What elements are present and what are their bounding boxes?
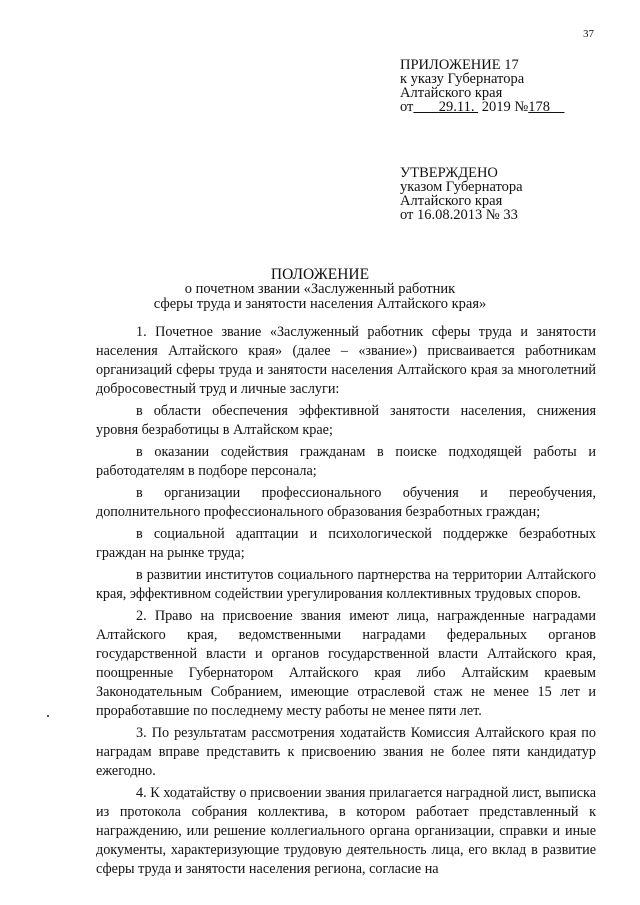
paragraph-1-item-4: в социальной адаптации и психологической поддержке безработных граждан на рынке труда;: [96, 526, 596, 561]
page-number: 37: [583, 28, 594, 40]
paragraph-2: 2. Право на присвоение звания имеют лица, награжденные наградами Алтайского края, ведомственными наградами федеральных органов государственной власти и органов государственной власти Алтайского края, поощренные Губернатором Алтайского края либо Алтайским краевым Законодательным Собранием, имеющие отраслевой стаж не менее 15 лет и проработавшие по последнему месту работы не менее пяти лет.: [96, 608, 596, 719]
appendix-date-line: [400, 100, 564, 114]
appendix-line-1: к указу Губернатора: [400, 71, 525, 87]
number-sign: №: [514, 99, 529, 115]
paragraph-4: 4. К ходатайству о присвоении звания прилагается наградной лист, выписка из протокола собрания коллектива, в котором работает представленный к награждению, или решение коллегиального органа организации, справки и иные документы, характеризующие трудовую деятельность лица, его вклад в развитие сферы труда и занятости населения региона, согласие на: [96, 785, 596, 877]
appendix-title: ПРИЛОЖЕНИЕ 17: [400, 57, 519, 73]
paragraph-1-item-3: в организации профессионального обучения и переобучения, дополнительного профессионального образования безработных граждан;: [96, 485, 596, 520]
document-body: [96, 323, 596, 879]
approved-title: УТВЕРЖДЕНО: [400, 165, 498, 181]
approved-block: [400, 166, 523, 222]
appendix-line-2: Алтайского края: [400, 85, 503, 101]
title-heading: ПОЛОЖЕНИЕ: [270, 266, 370, 283]
appendix-header: [400, 58, 564, 114]
approved-line-3: от 16.08.2013 № 33: [400, 207, 518, 223]
paragraph-1-item-1: в области обеспечения эффективной занятости населения, снижения уровня безработицы в Алтайском крае;: [96, 403, 596, 438]
scan-speck: [47, 715, 49, 717]
paragraph-3: 3. По результатам рассмотрения ходатайств Комиссия Алтайского края по наградам вправе представить к присвоению звания не более пяти кандидатур ежегодно.: [96, 725, 596, 779]
document-number: 178: [528, 99, 550, 115]
approved-line-1: указом Губернатора: [400, 179, 523, 195]
date-prefix: от: [400, 99, 414, 115]
approved-line-2: Алтайского края: [400, 193, 503, 209]
date-day: 29.11.: [438, 99, 475, 115]
date-year: 2019: [481, 99, 511, 115]
document-title: [0, 267, 640, 312]
paragraph-1-item-5: в развитии институтов социального партнерства на территории Алтайского края, эффективном содействии урегулирования коллективных трудовых споров.: [96, 567, 596, 602]
title-line-2: сферы труда и занятости населения Алтайского края»: [153, 296, 487, 312]
paragraph-1: 1. Почетное звание «Заслуженный работник сферы труда и занятости населения Алтайского края» (далее – «звание») присваивается работникам организаций сферы труда и занятости населения Алтайского края за многолетний добросовестный труд и личные заслуги:: [96, 324, 596, 397]
paragraph-1-item-2: в оказании содействия гражданам в поиске подходящей работы и работодателям в подборе персонала;: [96, 444, 596, 479]
title-line-1: о почетном звании «Заслуженный работник: [184, 281, 456, 297]
